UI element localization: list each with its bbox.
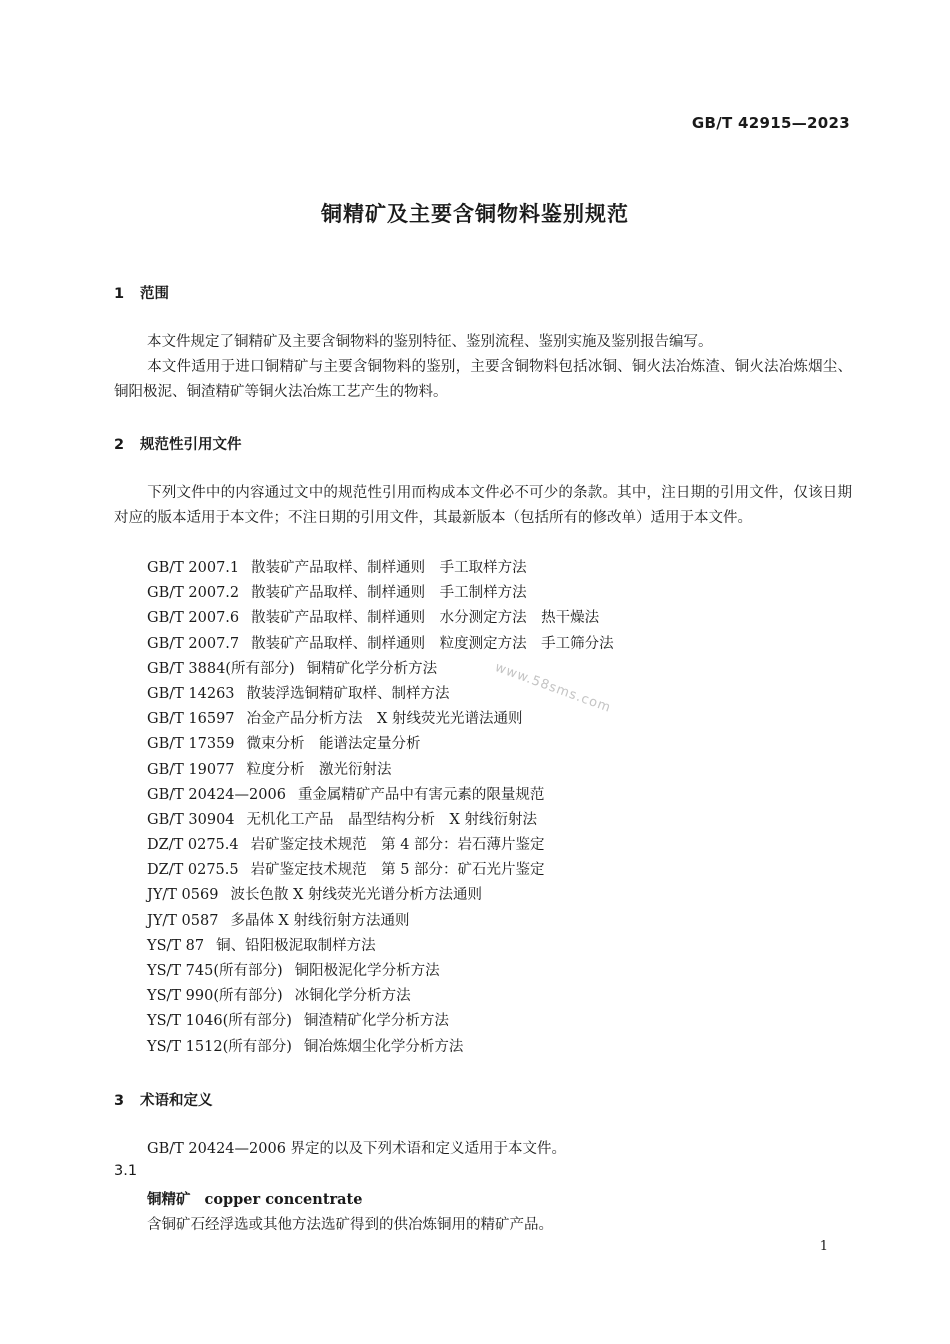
reference-item [147, 783, 614, 808]
reference-title: 散装矿产品取样、制样通则 水分测定方法 热干燥法 [251, 610, 600, 627]
reference-item [147, 858, 614, 883]
reference-code: GB/T 14263 [147, 685, 235, 702]
section-number: 3 [114, 1093, 125, 1109]
scope-paragraph-2 [114, 355, 852, 405]
section-title: 范围 [140, 286, 169, 302]
reference-code: YS/T 745(所有部分) [147, 963, 283, 979]
reference-title: 重金属精矿产品中有害元素的限量规范 [297, 786, 545, 803]
reference-item [147, 707, 614, 732]
term-entry [147, 1188, 363, 1209]
reference-item [147, 959, 614, 984]
term-number: 3.1 [114, 1163, 138, 1179]
reference-code: JY/T 0587 [147, 912, 219, 929]
reference-title: 冶金产品分析方法 X 射线荧光光谱法通则 [246, 711, 523, 728]
reference-title: 岩矿鉴定技术规范 第 5 部分：矿石光片鉴定 [250, 862, 545, 879]
document-title: 铜精矿及主要含铜物料鉴别规范 [321, 202, 629, 226]
scope-text-1: 本文件规定了铜精矿及主要含铜物料的鉴别特征、鉴别流程、鉴别实施及鉴别报告编写。 [147, 334, 713, 350]
reference-item [147, 808, 614, 833]
reference-code: YS/T 87 [147, 937, 205, 954]
reference-item [147, 1009, 614, 1034]
reference-item [147, 984, 614, 1009]
reference-title: 散装矿产品取样、制样通则 手工制样方法 [251, 585, 527, 602]
reference-title: 微束分析 能谱法定量分析 [246, 736, 421, 753]
scope-paragraph-1 [114, 330, 852, 355]
term-english: copper concentrate [204, 1191, 363, 1208]
reference-code: YS/T 1512(所有部分) [147, 1038, 292, 1055]
reference-title: 散装矿产品取样、制样通则 粒度测定方法 手工筛分法 [251, 635, 614, 652]
reference-title: 铜、铅阳极泥取制样方法 [216, 937, 376, 954]
scope-text-2: 本文件适用于进口铜精矿与主要含铜物料的鉴别，主要含铜物料包括冰铜、铜火法冶炼渣、铜火法冶炼烟尘、铜阳极泥、铜渣精矿等铜火法冶炼工艺产生的物料。 [114, 359, 852, 400]
reference-code: GB/T 20424—2006 [147, 786, 286, 803]
normative-intro [114, 481, 852, 531]
reference-title: 无机化工产品 晶型结构分析 X 射线衍射法 [246, 811, 537, 828]
reference-item [147, 883, 614, 908]
reference-title: 岩矿鉴定技术规范 第 4 部分：岩石薄片鉴定 [250, 837, 545, 854]
reference-item [147, 833, 614, 858]
reference-item [147, 1035, 614, 1060]
reference-code: GB/T 2007.2 [147, 585, 240, 602]
reference-title: 铜阳极泥化学分析方法 [294, 963, 440, 979]
reference-code: DZ/T 0275.5 [147, 862, 239, 879]
reference-title: 散装矿产品取样、制样通则 手工取样方法 [251, 560, 527, 576]
reference-item [147, 909, 614, 934]
terms-intro-text: GB/T 20424—2006 界定的以及下列术语和定义适用于本文件。 [147, 1141, 567, 1157]
reference-code: GB/T 2007.1 [147, 560, 240, 576]
reference-code: JY/T 0569 [147, 887, 219, 904]
reference-item [147, 732, 614, 757]
reference-code: GB/T 3884(所有部分) [147, 660, 295, 677]
reference-item [147, 632, 614, 657]
reference-code: GB/T 17359 [147, 736, 235, 753]
reference-code: GB/T 19077 [147, 761, 235, 778]
reference-title: 多晶体 X 射线衍射方法通则 [230, 912, 410, 929]
term-chinese: 铜精矿 [147, 1192, 191, 1208]
reference-code: GB/T 16597 [147, 711, 235, 728]
term-definition: 含铜矿石经浮选或其他方法选矿得到的供冶炼铜用的精矿产品。 [147, 1217, 553, 1233]
terms-intro [114, 1137, 852, 1162]
reference-item [147, 581, 614, 606]
reference-item [147, 556, 614, 581]
reference-title: 波长色散 X 射线荧光光谱分析方法通则 [230, 887, 482, 904]
standard-code: GB/T 42915—2023 [691, 114, 850, 132]
reference-code: GB/T 2007.6 [147, 610, 240, 627]
reference-title: 散装浮选铜精矿取样、制样方法 [246, 685, 450, 702]
reference-item [147, 934, 614, 959]
reference-title: 铜精矿化学分析方法 [306, 660, 438, 677]
reference-code: GB/T 2007.7 [147, 635, 240, 652]
normative-intro-text: 下列文件中的内容通过文中的规范性引用而构成本文件必不可少的条款。其中，注日期的引用文件，仅该日期对应的版本适用于本文件；不注日期的引用文件，其最新版本（包括所有的修改单）适用于本文件。 [114, 485, 852, 526]
reference-list [147, 556, 614, 1060]
page-number: 1 [819, 1239, 828, 1254]
reference-code: YS/T 990(所有部分) [147, 988, 283, 1005]
reference-title: 粒度分析 激光衍射法 [246, 761, 392, 778]
section-number: 1 [114, 286, 125, 302]
reference-code: DZ/T 0275.4 [147, 837, 239, 854]
section-heading-terms [114, 1089, 213, 1110]
reference-item [147, 606, 614, 631]
reference-item [147, 758, 614, 783]
section-heading-scope [114, 282, 169, 303]
reference-code: YS/T 1046(所有部分) [147, 1013, 292, 1030]
reference-code: GB/T 30904 [147, 811, 235, 828]
reference-title: 铜渣精矿化学分析方法 [303, 1013, 449, 1030]
reference-title: 冰铜化学分析方法 [294, 988, 411, 1005]
section-heading-normative [114, 433, 242, 454]
section-number: 2 [114, 437, 125, 453]
section-title: 术语和定义 [140, 1093, 213, 1109]
watermark: www.58sms.com [492, 660, 614, 716]
section-title: 规范性引用文件 [140, 437, 242, 453]
reference-title: 铜冶炼烟尘化学分析方法 [303, 1038, 464, 1055]
